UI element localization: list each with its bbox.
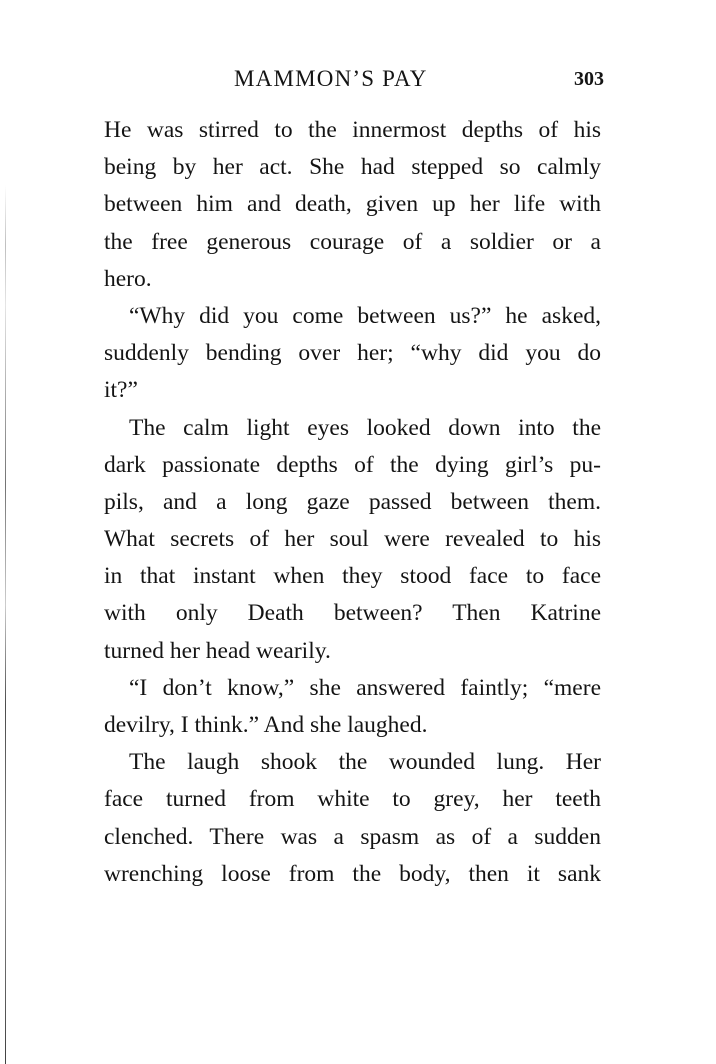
text-line: The calm light eyes looked down into the — [129, 414, 601, 441]
text-line: clenched. There was a spasm as of a sudden — [104, 823, 601, 850]
text-line: between him and death, given up her life with — [104, 191, 601, 218]
text-line: turned her head wearily. — [104, 637, 331, 664]
text-line: “I don’t know,” she answered faintly; “mere — [129, 674, 601, 701]
running-head — [104, 66, 604, 96]
text-line: devilry, I think.” And she laughed. — [104, 712, 428, 738]
text-line: it?” — [104, 377, 138, 404]
text-line: hero. — [104, 265, 152, 292]
text-line: “Why did you come between us?” he asked, — [129, 302, 601, 329]
text-line: with only Death between? Then Katrine — [104, 600, 601, 627]
text-line: dark passionate depths of the dying girl’s pu- — [104, 451, 601, 478]
text-line: being by her act. She had stepped so calmly — [104, 154, 601, 181]
page-number: 303 — [574, 68, 604, 90]
binding-edge-line — [5, 185, 6, 1064]
text-line: The laugh shook the wounded lung. Her — [129, 749, 601, 776]
text-line: face turned from white to grey, her teeth — [104, 786, 601, 813]
running-title: MAMMON’S PAY — [234, 66, 428, 91]
text-line: in that instant when they stood face to face — [104, 563, 601, 590]
text-line: What secrets of her soul were revealed to his — [104, 526, 601, 553]
text-line: suddenly bending over her; “why did you do — [104, 340, 601, 367]
text-line: pils, and a long gaze passed between them. — [104, 488, 601, 515]
text-line: He was stirred to the innermost depths of his — [104, 117, 601, 143]
body-text — [104, 112, 601, 893]
text-line: wrenching loose from the body, then it sank — [104, 860, 601, 887]
text-line: the free generous courage of a soldier or a — [104, 228, 601, 255]
